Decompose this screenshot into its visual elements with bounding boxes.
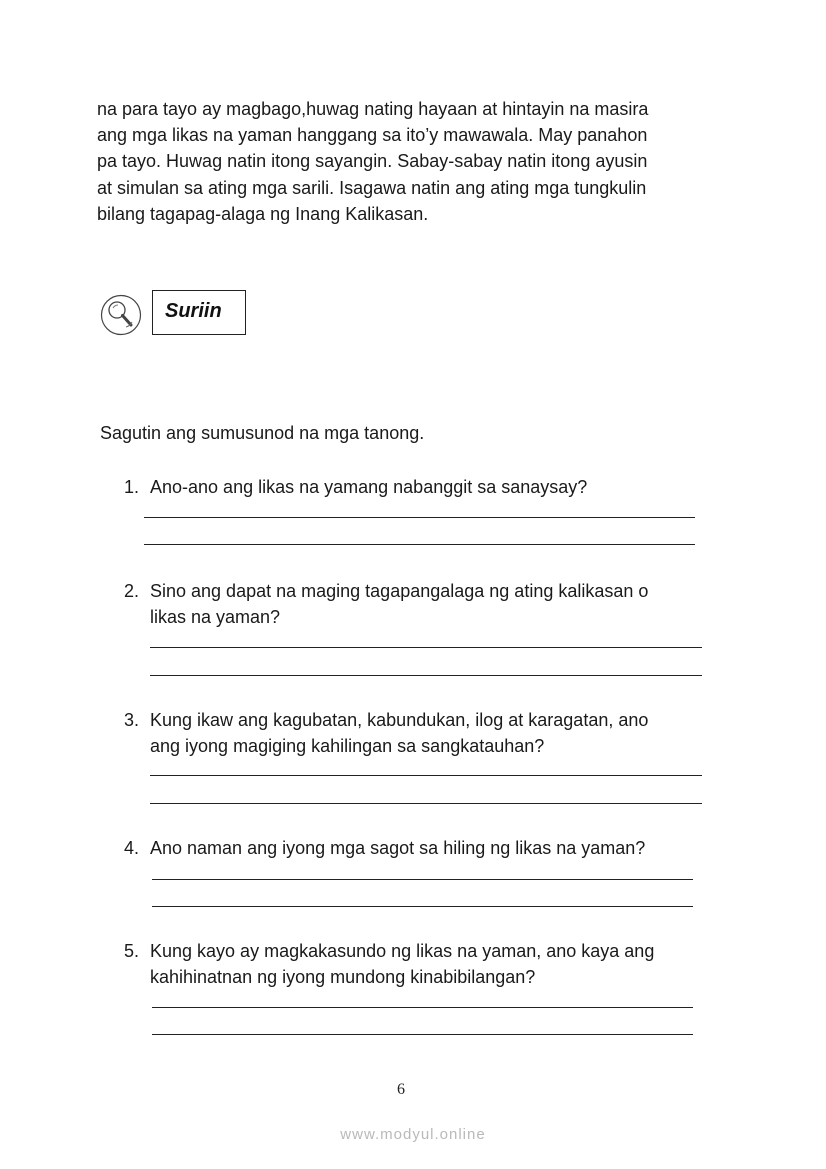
section-title: Suriin	[165, 300, 222, 322]
page-number: 6	[397, 1081, 405, 1098]
question-line: Ano-ano ang likas na yamang nabanggit sa sanaysay?	[150, 477, 588, 497]
question-number: 1.	[124, 477, 140, 497]
question-number: 5.	[124, 941, 140, 961]
watermark: www.modyul.online	[340, 1126, 486, 1143]
question-line: Ano naman ang iyong mga sagot sa hiling ng likas na yaman?	[150, 838, 646, 858]
question-number: 2.	[124, 581, 140, 601]
instruction-text: Sagutin ang sumusunod na mga tanong.	[100, 423, 425, 443]
magnifying-glass-icon	[100, 294, 142, 336]
answer-line[interactable]	[150, 803, 702, 804]
question-line: ang iyong magiging kahilingan sa sangkatauhan?	[150, 736, 545, 756]
section-header	[152, 290, 246, 335]
intro-line: bilang tagapag-alaga ng Inang Kalikasan.	[97, 203, 429, 224]
answer-line[interactable]	[144, 517, 695, 518]
question-line: Kung ikaw ang kagubatan, kabundukan, ilog at karagatan, ano	[150, 710, 649, 730]
question-line: Sino ang dapat na maging tagapangalaga ng ating kalikasan o	[150, 581, 649, 601]
intro-line: ang mga likas na yaman hanggang sa ito’y mawawala. May panahon	[97, 125, 648, 146]
question-number: 3.	[124, 710, 140, 730]
question-line: Kung kayo ay magkakasundo ng likas na yaman, ano kaya ang	[150, 941, 655, 961]
question-text	[150, 474, 587, 500]
answer-line[interactable]	[152, 1034, 693, 1035]
question-text	[150, 707, 648, 759]
intro-line: na para tayo ay magbago,huwag nating hayaan at hintayin na masira	[97, 99, 649, 119]
answer-line[interactable]	[150, 675, 702, 676]
answer-line[interactable]	[150, 647, 702, 648]
question-text	[150, 835, 645, 861]
question-text	[150, 578, 648, 630]
intro-line: at simulan sa ating mga sarili. Isagawa natin ang ating mga tungkulin	[97, 177, 647, 198]
intro-paragraph	[97, 96, 707, 227]
question-text	[150, 938, 654, 990]
question-line: likas na yaman?	[150, 607, 281, 627]
intro-line: pa tayo. Huwag natin itong sayangin. Sabay-sabay natin itong ayusin	[97, 151, 648, 172]
answer-line[interactable]	[144, 544, 695, 545]
answer-line[interactable]	[152, 1007, 693, 1008]
answer-line[interactable]	[152, 906, 693, 907]
answer-line[interactable]	[152, 879, 693, 880]
question-line: kahihinatnan ng iyong mundong kinabibilangan?	[150, 967, 536, 987]
question-number: 4.	[124, 838, 140, 858]
answer-line[interactable]	[150, 775, 702, 776]
